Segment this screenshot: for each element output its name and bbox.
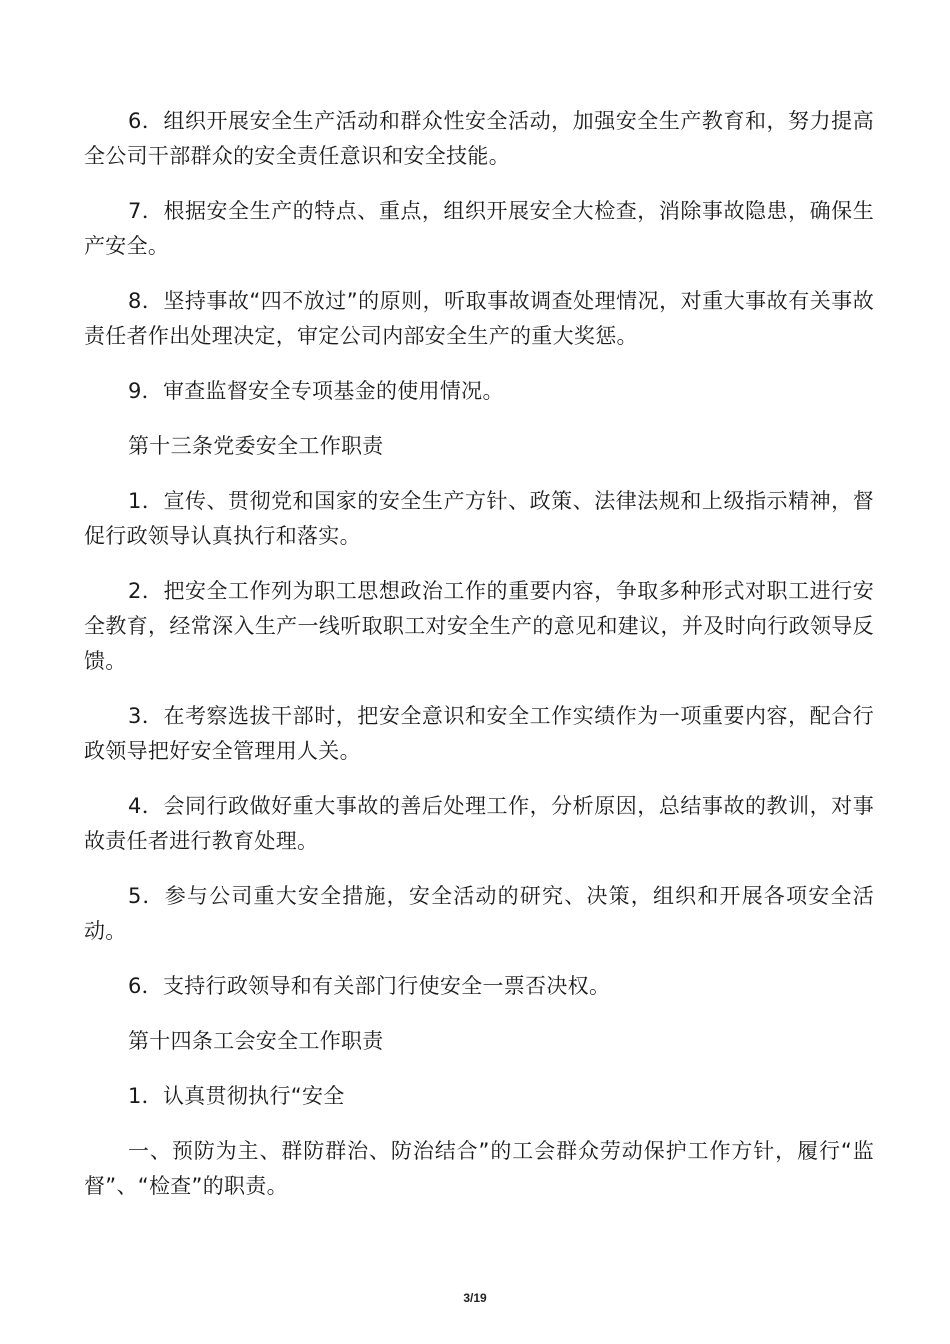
- paragraph-party-item-3: 3．在考察选拔干部时，把安全意识和安全工作实绩作为一项重要内容，配合行政领导把好安全管理用人关。: [84, 704, 874, 763]
- paragraph-item-7: 7．根据安全生产的特点、重点，组织开展安全大检查，消除事故隐患，确保生产安全。: [84, 199, 874, 258]
- paragraph-party-item-1: 1．宣传、贯彻党和国家的安全生产方针、政策、法律法规和上级指示精神，督促行政领导认真执行和落实。: [84, 489, 874, 548]
- paragraph-union-item-1: 1．认真贯彻执行“安全: [128, 1084, 345, 1108]
- paragraph-item-6: 6．组织开展安全生产活动和群众性安全活动，加强安全生产教育和，努力提高全公司干部群众的安全责任意识和安全技能。: [84, 109, 874, 168]
- document-body: [84, 104, 874, 1204]
- paragraph-party-item-6: 6．支持行政领导和有关部门行使安全一票否决权。: [128, 974, 611, 998]
- paragraph-party-item-2: 2．把安全工作列为职工思想政治工作的重要内容，争取多种形式对职工进行安全教育，经常深入生产一线听取职工对安全生产的意见和建议，并及时向行政领导反馈。: [84, 579, 874, 673]
- paragraph-item-9: 9．审查监督安全专项基金的使用情况。: [128, 379, 504, 403]
- paragraph-item-8: 8．坚持事故“四不放过”的原则，听取事故调查处理情况，对重大事故有关事故责任者作出处理决定，审定公司内部安全生产的重大奖惩。: [84, 289, 874, 348]
- paragraph-party-item-5: 5．参与公司重大安全措施，安全活动的研究、决策，组织和开展各项安全活动。: [84, 884, 874, 943]
- paragraph-union-item-1-continued: 一、预防为主、群防群治、防治结合”的工会群众劳动保护工作方针，履行“监督”、“检查”的职责。: [84, 1139, 874, 1198]
- section-heading-article-13: 第十三条党委安全工作职责: [128, 434, 384, 458]
- page-number: 3/19: [463, 1291, 487, 1305]
- section-heading-article-14: 第十四条工会安全工作职责: [128, 1029, 384, 1053]
- paragraph-party-item-4: 4．会同行政做好重大事故的善后处理工作，分析原因，总结事故的教训，对事故责任者进行教育处理。: [84, 794, 874, 853]
